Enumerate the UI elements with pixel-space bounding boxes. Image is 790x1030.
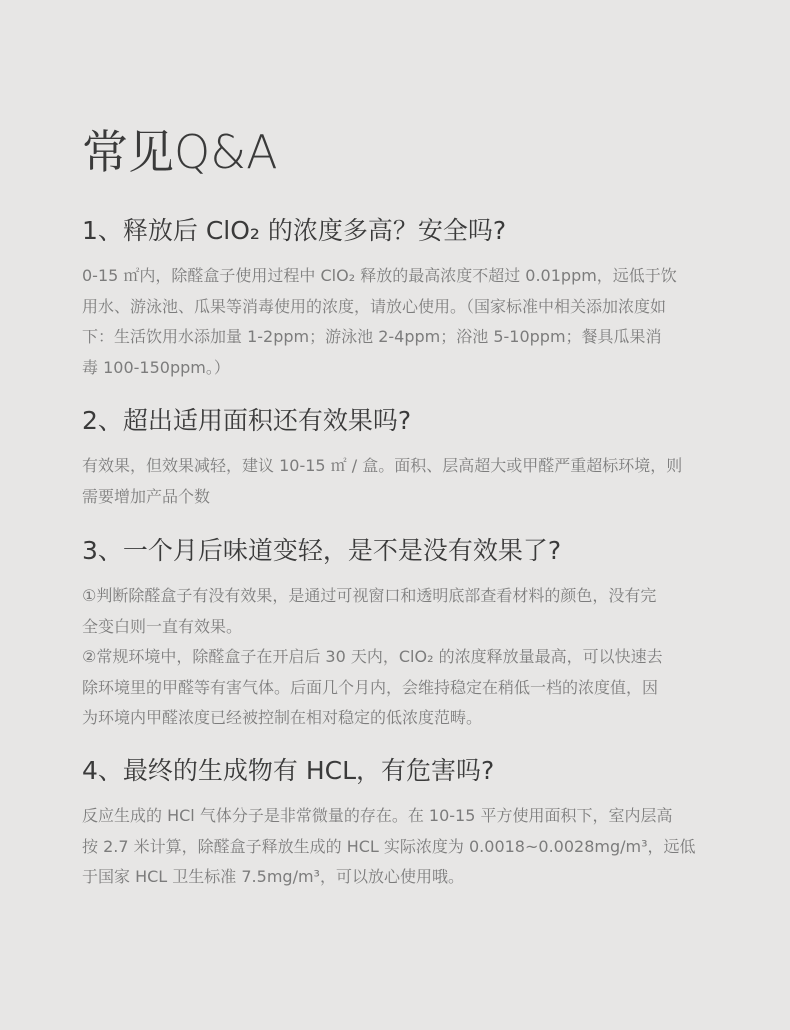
answer-line: ①判断除醛盒子有没有效果，是通过可视窗口和透明底部查看材料的颜色，没有完 [82, 586, 657, 605]
answer-line: 除环境里的甲醛等有害气体。后面几个月内，会维持稳定在稍低一档的浓度值，因 [82, 677, 659, 697]
answer-line: 按 2.7 米计算，除醛盒子释放生成的 HCL 实际浓度为 0.0018~0.0028mg/m³，远低 [82, 836, 696, 856]
answer-1 [82, 261, 712, 383]
answer-3 [82, 581, 712, 734]
answer-2 [82, 451, 712, 512]
faq-item-4 [82, 753, 712, 893]
answer-line: 为环境内甲醛浓度已经被控制在相对稳定的低浓度范畴。 [82, 708, 483, 727]
answer-line: ②常规环境中，除醛盒子在开启后 30 天内，ClO₂ 的浓度释放量最高，可以快速去 [82, 647, 663, 666]
answer-line: 反应生成的 HCl 气体分子是非常微量的存在。在 10-15 平方使用面积下，室内层高 [82, 806, 673, 825]
question-3: 3、一个月后味道变轻，是不是没有效果了? [82, 536, 562, 565]
answer-line: 用水、游泳池、瓜果等消毒使用的浓度，请放心使用。（国家标准中相关添加浓度如 [82, 296, 667, 316]
question-4: 4、最终的生成物有 HCL，有危害吗? [82, 756, 495, 785]
answer-line: 0-15 ㎡内，除醛盒子使用过程中 ClO₂ 释放的最高浓度不超过 0.01ppm，远低于饮 [82, 266, 677, 285]
answer-line: 有效果，但效果减轻，建议 10-15 ㎡ / 盒。面积、层高超大或甲醛严重超标环境，则 [82, 456, 683, 475]
answer-line: 下：生活饮用水添加量 1-2ppm；游泳池 2-4ppm；浴池 5-10ppm；餐具瓜果消 [82, 327, 662, 346]
faq-item-2 [82, 403, 712, 512]
question-1: 1、释放后 ClO₂ 的浓度多高？安全吗? [82, 216, 507, 245]
answer-line: 需要增加产品个数 [82, 486, 211, 506]
answer-4 [82, 801, 712, 893]
page-title: 常见Q&A [82, 125, 278, 179]
faq-item-1 [82, 213, 712, 383]
answer-line: 全变白则一直有效果。 [82, 616, 243, 636]
faq-item-3 [82, 533, 712, 734]
question-2: 2、超出适用面积还有效果吗? [82, 406, 412, 435]
answer-line: 毒 100-150ppm。） [82, 357, 230, 377]
answer-line: 于国家 HCL 卫生标准 7.5mg/m³，可以放心使用哦。 [82, 867, 464, 886]
